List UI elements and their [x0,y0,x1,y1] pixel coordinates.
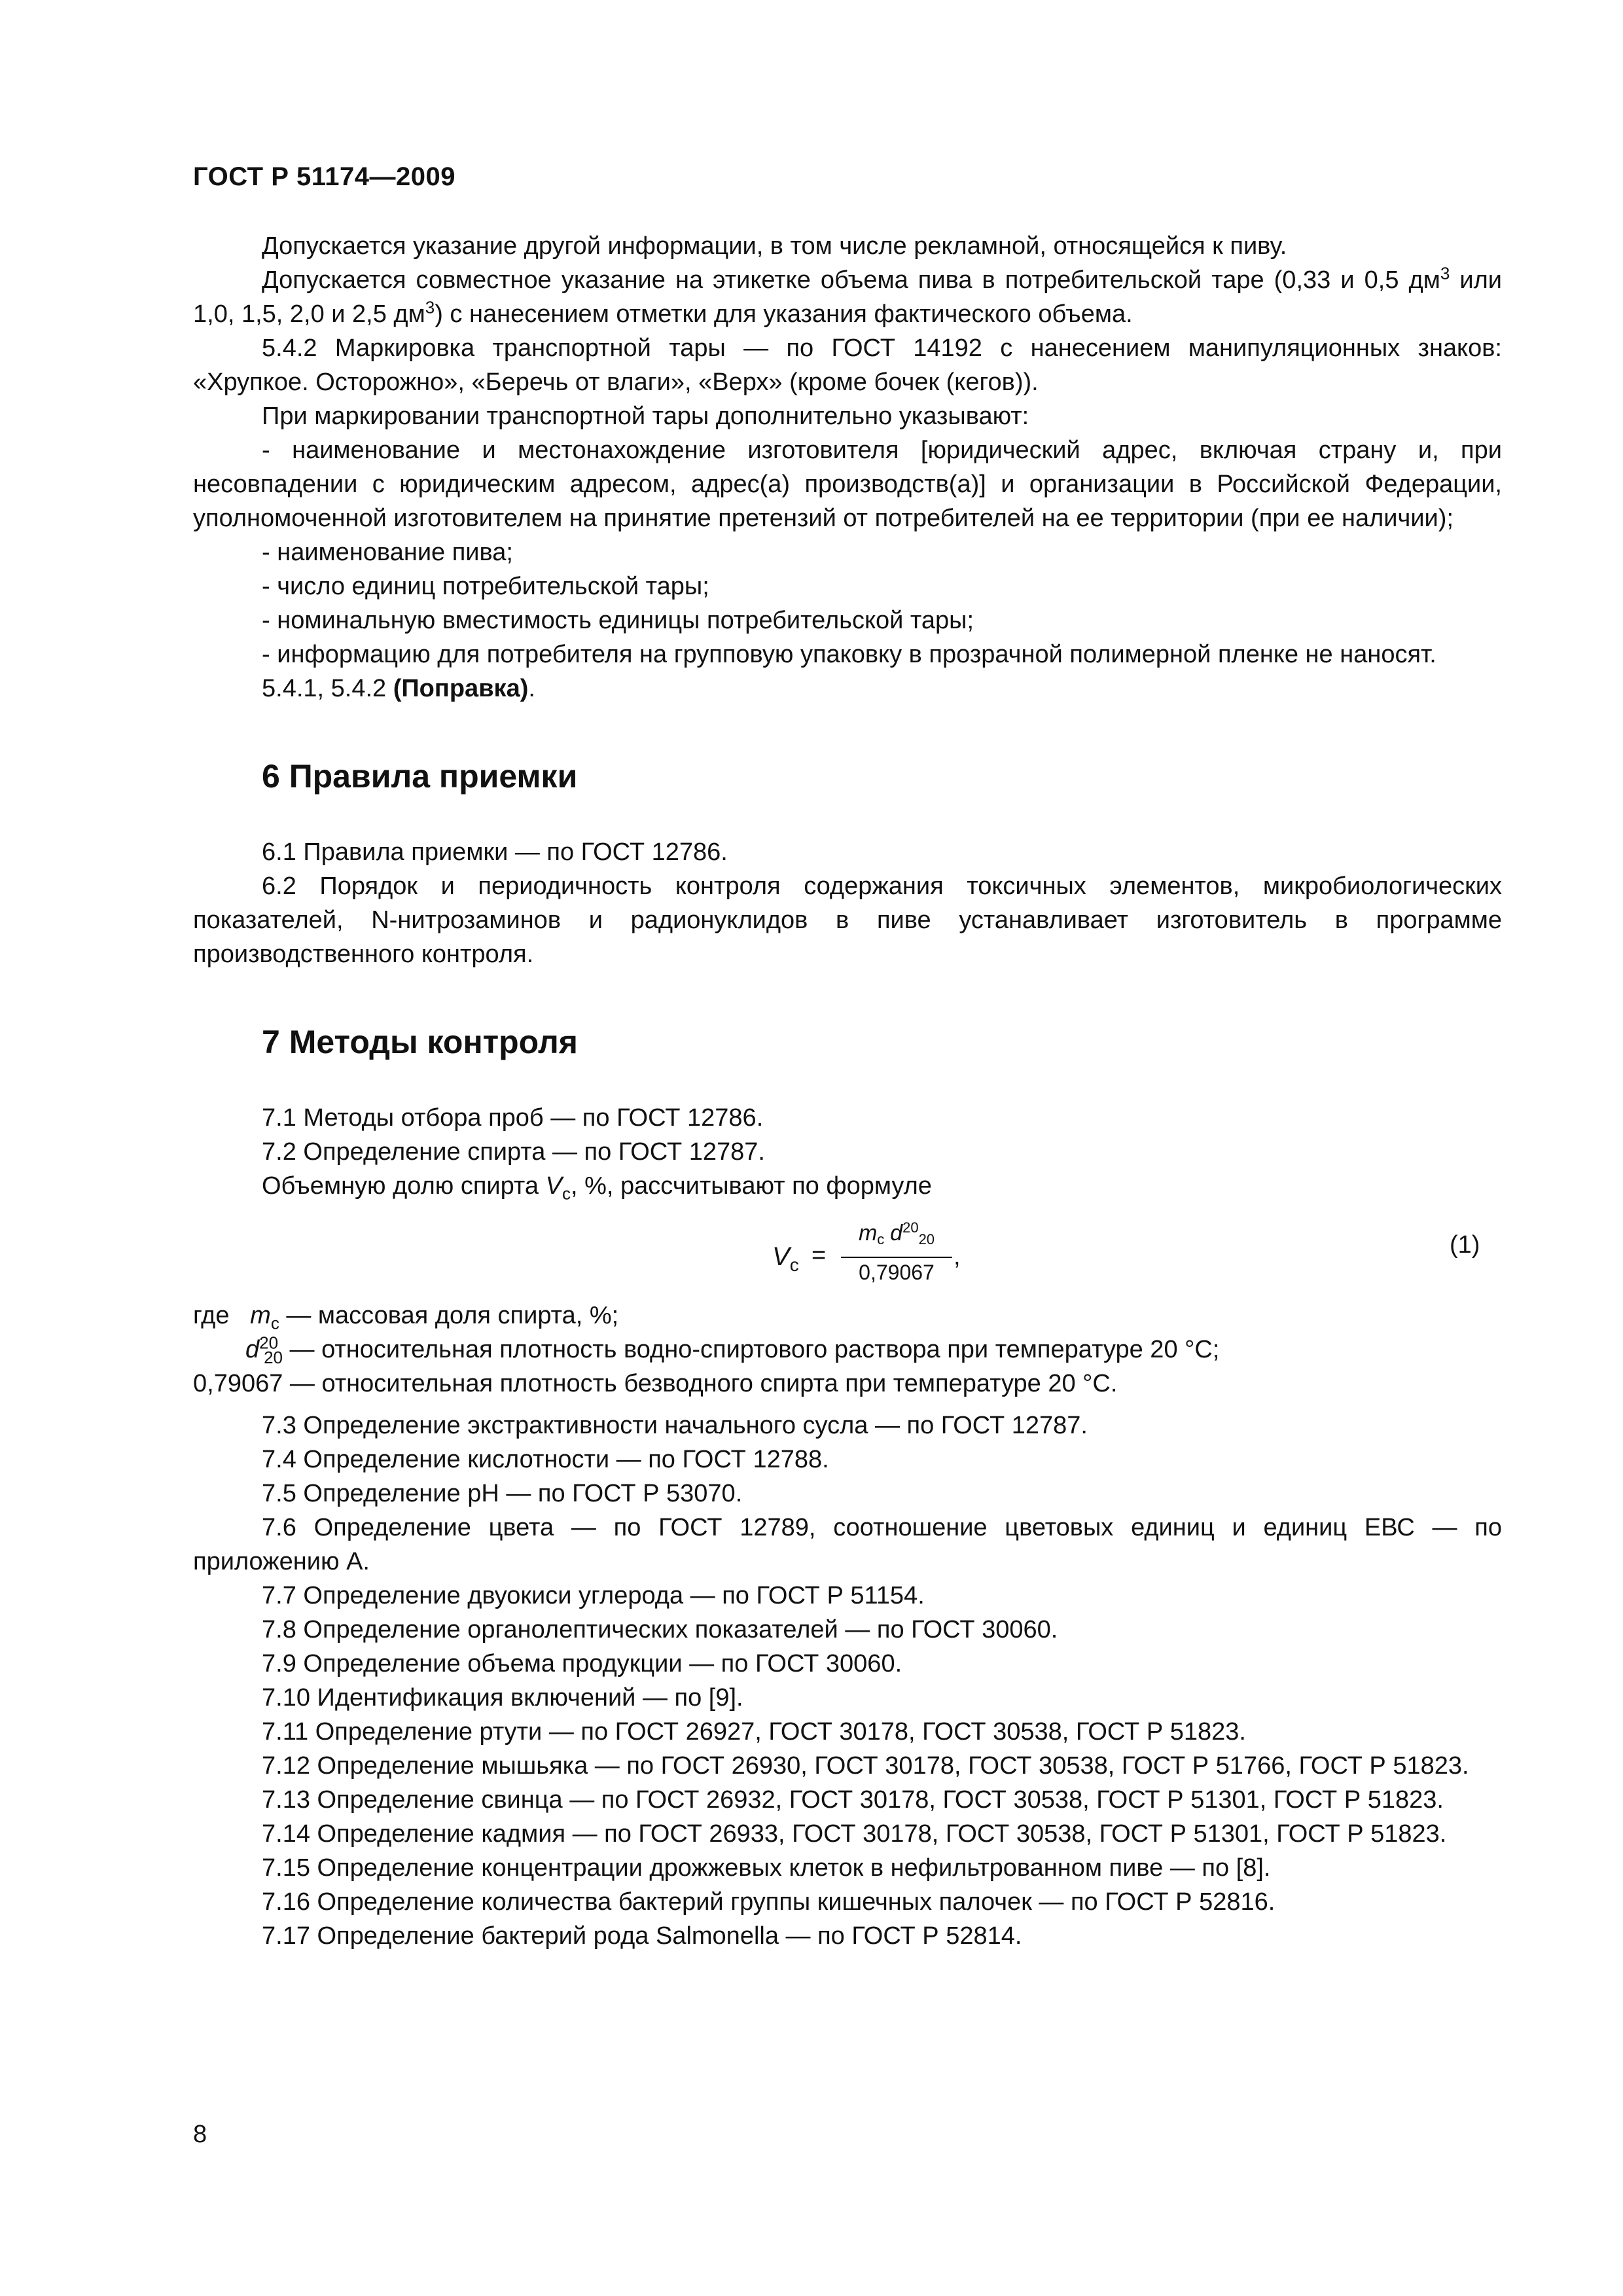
clause: 6.1 Правила приемки — по ГОСТ 12786. [262,838,728,866]
list-item: - наименование и местонахождение изготовителя [юридический адрес, включая страну и, при несовпадении с юридическим адресом, адрес(а) производств(а)] и организации в Российской Федерации, уполномоченной изготовителем на принятие претензий от потребителей на ее территории (при ее наличии); [193,437,1502,532]
clause: 7.16 Определение количества бактерий группы кишечных палочек — по ГОСТ Р 52816. [262,1888,1275,1916]
formula-numerator: mс $d^{20}20$ [841,1213,952,1258]
amendment-note: 5.4.1, 5.4.2 (Поправка). [262,675,535,702]
clause: 7.17 Определение бактерий рода Salmonella — по ГОСТ Р 52814. [262,1922,1022,1950]
clause: 7.15 Определение концентрации дрожжевых клеток в нефильтрованном пиве — по [8]. [262,1854,1271,1882]
clause: 7.7 Определение двуокиси углерода — по ГОСТ Р 51154. [262,1582,925,1609]
list-item: - наименование пива; [262,539,513,566]
clause: 7.6 Определение цвета — по ГОСТ 12789, соотношение цветовых единиц и единиц ЕВС — по приложению А. [193,1514,1502,1575]
list-item: - число единиц потребительской тары; [262,573,709,600]
formula-comma: , [954,1243,961,1270]
clause: 7.14 Определение кадмия — по ГОСТ 26933, ГОСТ 30178, ГОСТ 30538, ГОСТ Р 51301, ГОСТ Р 51823. [262,1820,1447,1848]
clause: 7.1 Методы отбора проб — по ГОСТ 12786. [262,1104,764,1132]
formula-equals: = [812,1242,827,1269]
formula-lhs: $V_с$ [772,1242,799,1275]
clause: 7.9 Определение объема продукции — по ГОСТ 30060. [262,1650,902,1677]
section-6-title: 6 Правила приемки [262,758,578,795]
clause: 7.3 Определение экстрактивности начального сусла — по ГОСТ 12787. [262,1412,1088,1439]
formula-number: (1) [1450,1231,1480,1259]
clause: 7.2 Определение спирта — по ГОСТ 12787. [262,1138,765,1166]
paragraph: Допускается указание другой информации, в том числе рекламной, относящейся к пиву. [262,232,1287,260]
clause: 7.4 Определение кислотности — по ГОСТ 12788. [262,1446,829,1473]
where-d: $d^{20}_{20}$ — относительная плотность водно-спиртового раствора при температуре 20 °С; [245,1333,1220,1367]
list-item: - номинальную вместимость единицы потребительской тары; [262,607,974,634]
document-body [193,229,1502,1953]
clause: 7.8 Определение органолептических показателей — по ГОСТ 30060. [262,1616,1058,1643]
clause: 7.5 Определение рН — по ГОСТ Р 53070. [262,1480,743,1507]
page-number: 8 [193,2121,207,2148]
paragraph: При маркировании транспортной тары дополнительно указывают: [262,403,1029,430]
list-item: - информацию для потребителя на групповую упаковку в прозрачной полимерной пленке не наносят. [262,641,1436,668]
clause: 6.2 Порядок и периодичность контроля содержания токсичных элементов, микробиологических показателей, N-нитрозаминов и радионуклидов в пиве устанавливает изготовитель в программе производственного контроля. [193,872,1502,968]
formula-intro: Объемную долю спирта $V_с$, %, рассчитывают по формуле [262,1172,932,1204]
formula-denominator: 0,79067 [859,1261,935,1284]
clause: 7.11 Определение ртути — по ГОСТ 26927, ГОСТ 30178, ГОСТ 30538, ГОСТ Р 51823. [262,1718,1246,1746]
clause: 7.13 Определение свинца — по ГОСТ 26932, ГОСТ 30178, ГОСТ 30538, ГОСТ Р 51301, ГОСТ Р 51823. [262,1786,1444,1814]
formula-fraction [841,1213,952,1287]
where-m: где $m_с$ — массовая доля спирта, %; [193,1302,619,1333]
paragraph: 5.4.2 Маркировка транспортной тары — по ГОСТ 14192 с нанесением манипуляционных знаков: «Хрупкое. Осторожно», «Беречь от влаги», «Верх» (кроме бочек (кегов)). [193,334,1502,396]
formula-1 [193,1213,1502,1285]
clause: 7.10 Идентификация включений — по [9]. [262,1684,743,1712]
section-7-title: 7 Методы контроля [262,1024,578,1060]
page-header-standard: ГОСТ Р 51174—2009 [193,162,455,191]
where-c: 0,79067 — относительная плотность безводного спирта при температуре 20 °С. [193,1370,1118,1397]
paragraph-volume: Допускается совместное указание на этикетке объема пива в потребительской таре (0,33 и 0,5 $дм^3$ или 1,0, 1,5, 2,0 и 2,5 $дм^3$) с нанесением отметки для указания фактического объема. [193,263,1502,328]
clause: 7.12 Определение мышьяка — по ГОСТ 26930, ГОСТ 30178, ГОСТ 30538, ГОСТ Р 51766, ГОСТ Р 51823. [262,1752,1469,1780]
